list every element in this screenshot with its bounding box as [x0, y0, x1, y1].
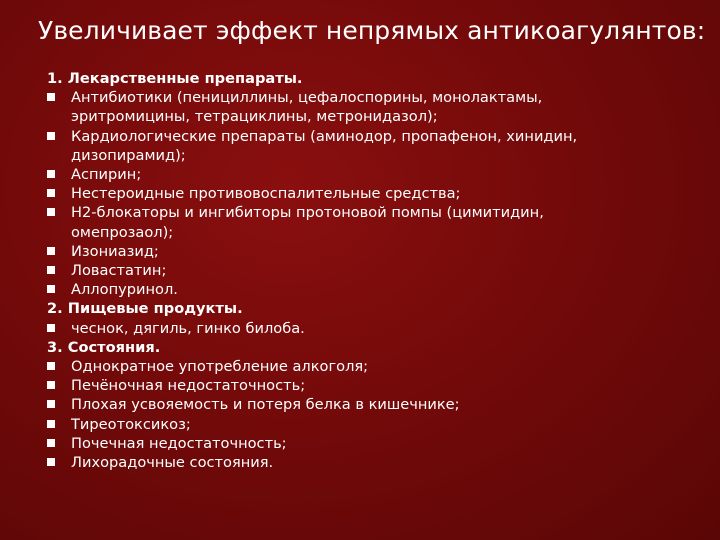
- square-bullet-icon: [47, 208, 55, 216]
- list-item: [47, 415, 707, 434]
- list-item-text: Антибиотики (пенициллины, цефалоспорины, монолактамы,: [71, 89, 543, 107]
- list-item-text: Нестероидные противовоспалительные средства;: [71, 185, 461, 203]
- slide-title: Увеличивает эффект непрямых антикоагулянтов:: [38, 16, 706, 45]
- list-item-text: Однократное употребление алкоголя;: [71, 358, 369, 376]
- list-item: [47, 453, 707, 472]
- bullet-list: [47, 357, 707, 472]
- list-item: [47, 319, 707, 338]
- list-item: [47, 261, 707, 280]
- list-item-text: Печёночная недостаточность;: [71, 377, 306, 395]
- list-item: [47, 376, 707, 395]
- list-item-text-continued: дизопирамид);: [71, 146, 186, 164]
- section-heading: 1. Лекарственные препараты.: [47, 70, 303, 87]
- slide-content: [47, 69, 707, 472]
- list-item: [47, 242, 707, 261]
- square-bullet-icon: [47, 247, 55, 255]
- list-item-text-continued: омепрозаол);: [71, 223, 174, 241]
- section-drugs: [47, 69, 707, 299]
- square-bullet-icon: [47, 266, 55, 274]
- list-item-text: Плохая усвояемость и потеря белка в кишечнике;: [71, 396, 460, 414]
- list-item: [47, 165, 707, 184]
- list-item-text-continued: эритромицины, тетрациклины, метронидазол);: [71, 108, 438, 126]
- list-item-text: Н2-блокаторы и ингибиторы протоновой помпы (цимитидин,: [71, 204, 544, 222]
- list-item: [47, 357, 707, 376]
- list-item: [47, 395, 707, 414]
- list-item-text: Аллопуринол.: [71, 281, 178, 299]
- section-conditions: [47, 338, 707, 472]
- section-food: [47, 299, 707, 337]
- square-bullet-icon: [47, 362, 55, 370]
- bullet-list: [47, 319, 707, 338]
- square-bullet-icon: [47, 324, 55, 332]
- list-item-text: Тиреотоксикоз;: [71, 415, 191, 433]
- square-bullet-icon: [47, 420, 55, 428]
- list-item: [47, 127, 707, 165]
- list-item: [47, 184, 707, 203]
- list-item-text: Аспирин;: [71, 166, 142, 184]
- list-item-text: Лихорадочные состояния.: [71, 454, 274, 472]
- bullet-list: [47, 88, 707, 299]
- list-item-text: Ловастатин;: [71, 262, 167, 280]
- section-heading: 2. Пищевые продукты.: [47, 300, 243, 318]
- list-item: [47, 280, 707, 299]
- list-item: [47, 203, 707, 241]
- list-item-text: Изониазид;: [71, 242, 159, 260]
- square-bullet-icon: [47, 381, 55, 389]
- square-bullet-icon: [47, 400, 55, 408]
- square-bullet-icon: [47, 189, 55, 197]
- section-heading: 3. Состояния.: [47, 338, 161, 356]
- list-item-text: чеснок, дягиль, гинко билоба.: [71, 319, 305, 337]
- list-item: [47, 88, 707, 126]
- square-bullet-icon: [47, 439, 55, 447]
- list-item-text: Почечная недостаточность;: [71, 434, 287, 452]
- list-item-text: Кардиологические препараты (аминодор, пропафенон, хинидин,: [71, 127, 578, 145]
- square-bullet-icon: [47, 285, 55, 293]
- list-item: [47, 434, 707, 453]
- square-bullet-icon: [47, 93, 55, 101]
- square-bullet-icon: [47, 458, 55, 466]
- square-bullet-icon: [47, 170, 55, 178]
- square-bullet-icon: [47, 132, 55, 140]
